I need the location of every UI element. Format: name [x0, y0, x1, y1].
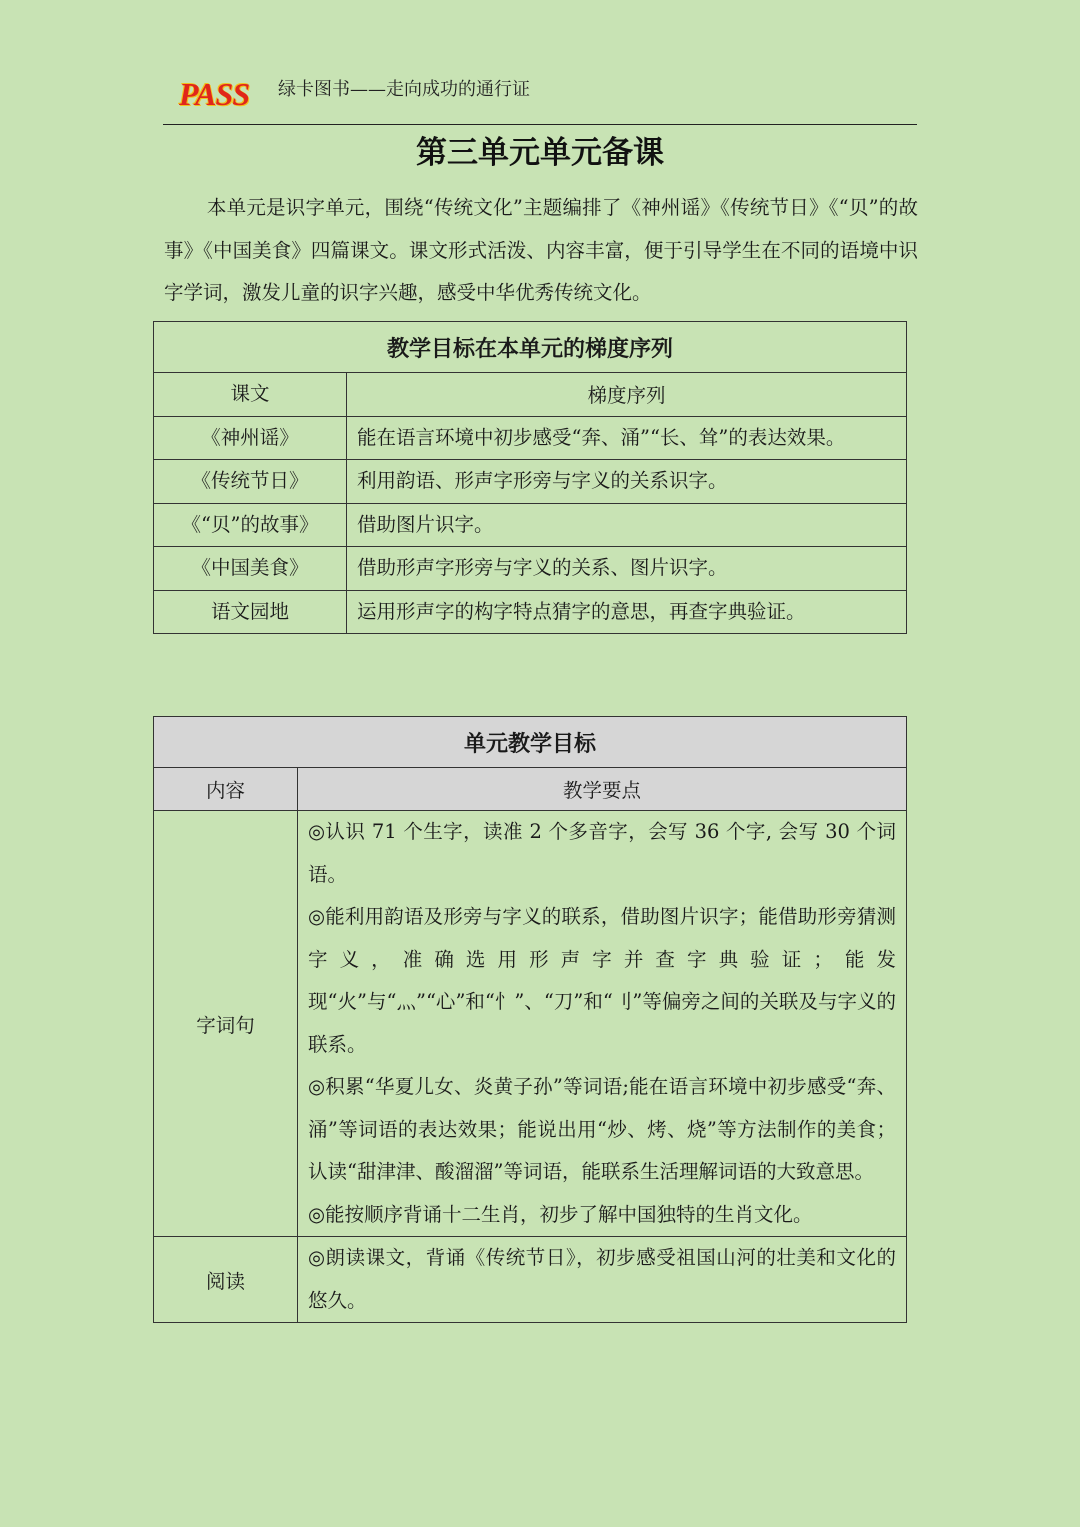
teaching-point: ◎积累“华夏儿女、炎黄子孙”等词语;能在语言环境中初步感受“奔、涌”等词语的表达效果；能说出用“炒、烤、烧”等方法制作的美食；认读“甜津津、酸溜溜”等词语，能联系生活理解词语的大致意思。 — [308, 1075, 896, 1183]
points-cell — [298, 1237, 907, 1323]
sequence-cell: 借助图片识字。 — [347, 503, 907, 547]
lesson-cell: 语文园地 — [154, 590, 347, 634]
table-row — [154, 590, 907, 634]
lesson-cell: 《“贝”的故事》 — [154, 503, 347, 547]
teaching-point: ◎朗读课文，背诵《传统节日》，初步感受祖国山河的壮美和文化的悠久。 — [308, 1246, 896, 1312]
col-header-sequence: 梯度序列 — [347, 373, 907, 417]
table-row — [154, 460, 907, 504]
content-cell: 字词句 — [154, 811, 298, 1237]
points-cell — [298, 811, 907, 1237]
table-row — [154, 503, 907, 547]
pass-logo: PASS — [179, 76, 250, 112]
objectives-table-caption: 单元教学目标 — [154, 717, 907, 768]
col-header-content: 内容 — [154, 768, 298, 811]
lesson-cell: 《传统节日》 — [154, 460, 347, 504]
col-header-points: 教学要点 — [298, 768, 907, 811]
sequence-cell: 借助形声字形旁与字义的关系、图片识字。 — [347, 547, 907, 591]
sequence-cell: 能在语言环境中初步感受“奔、涌”“长、耸”的表达效果。 — [347, 416, 907, 460]
table-row — [154, 811, 907, 1237]
teaching-point: ◎能利用韵语及形旁与字义的联系，借助图片识字；能借助形旁猜测字义，准确选用形声字并查字典验证；能发现“火”与“灬”“心”和“忄”、“刀”和“刂”等偏旁之间的关联及与字义的联系。 — [308, 905, 896, 1056]
gradient-sequence-table — [153, 321, 907, 634]
table-row — [154, 1237, 907, 1323]
page-title: 第三单元单元备课 — [416, 135, 664, 171]
page-header — [163, 70, 917, 125]
table-row — [154, 547, 907, 591]
table-row — [154, 416, 907, 460]
content-cell: 阅读 — [154, 1237, 298, 1323]
intro-paragraph: 本单元是识字单元，围绕“传统文化”主题编排了《神州谣》《传统节日》《“贝”的故事》《中国美食》四篇课文。课文形式活泼、内容丰富，便于引导学生在不同的语境中识字学词，激发儿童的识字兴趣，感受中华优秀传统文化。 — [164, 196, 918, 304]
sequence-cell: 运用形声字的构字特点猜字的意思，再查字典验证。 — [347, 590, 907, 634]
unit-objectives-table — [153, 716, 907, 1323]
gradient-table-caption: 教学目标在本单元的梯度序列 — [154, 322, 907, 373]
header-slogan: 绿卡图书——走向成功的通行证 — [278, 79, 530, 100]
teaching-point: ◎能按顺序背诵十二生肖，初步了解中国独特的生肖文化。 — [308, 1202, 813, 1226]
lesson-cell: 《中国美食》 — [154, 547, 347, 591]
sequence-cell: 利用韵语、形声字形旁与字义的关系识字。 — [347, 460, 907, 504]
teaching-point: ◎认识 71 个生字，读准 2 个多音字，会写 36 个字, 会写 30 个词语。 — [308, 820, 896, 886]
lesson-cell: 《神州谣》 — [154, 416, 347, 460]
col-header-lesson: 课文 — [154, 373, 347, 417]
